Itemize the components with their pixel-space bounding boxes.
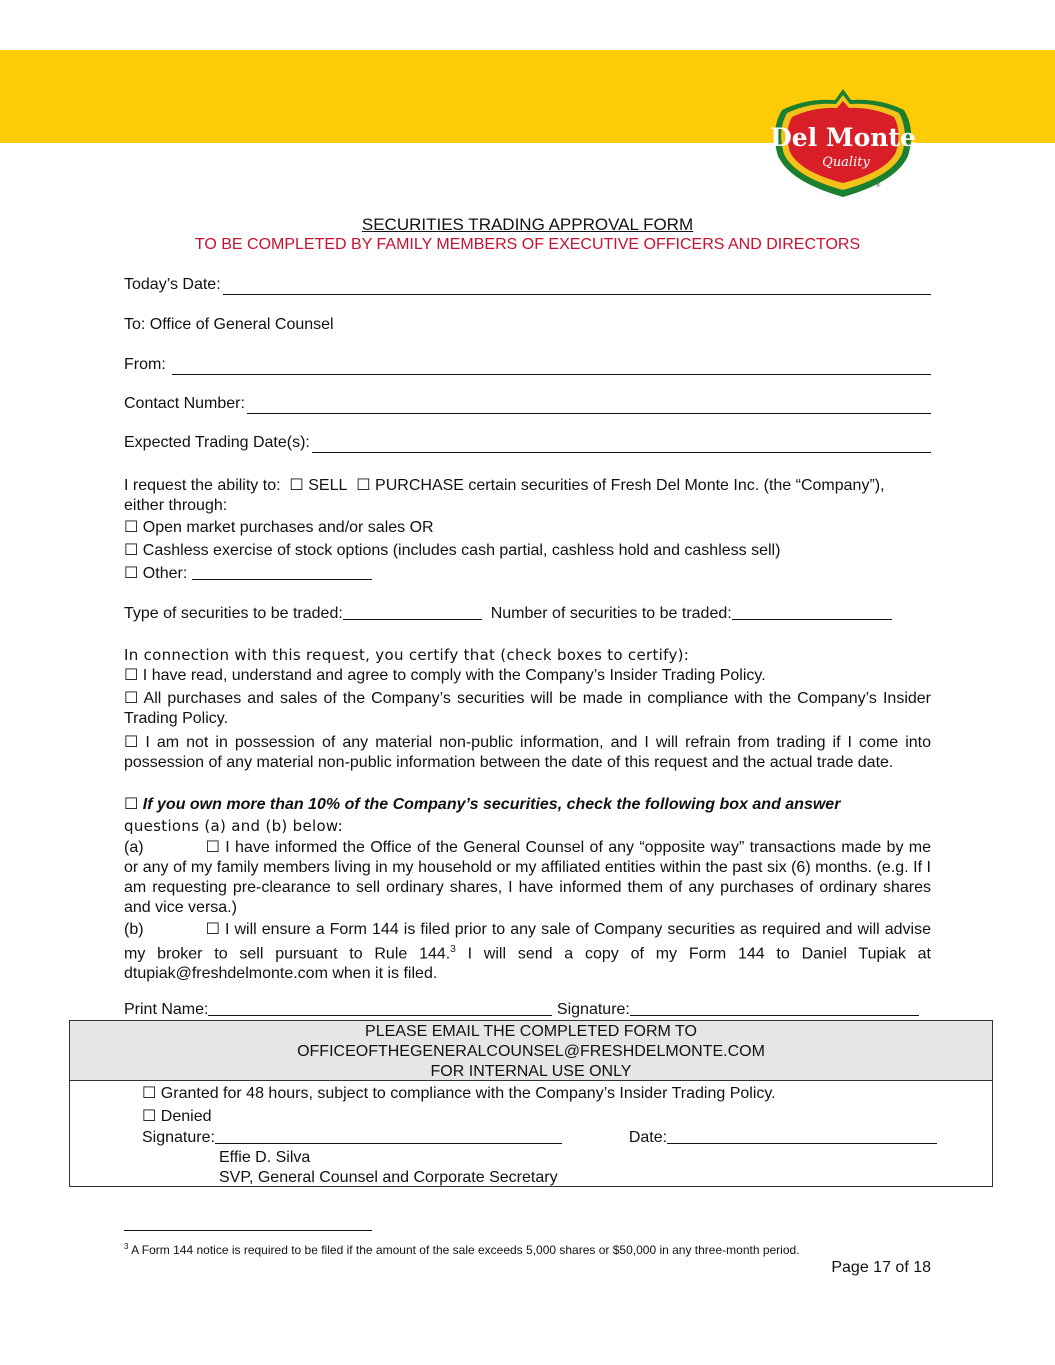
ten-percent-rest: questions (a) and (b) below:: [124, 817, 344, 835]
approver-signature-label: Signature:: [142, 1129, 215, 1146]
del-monte-logo: [768, 86, 918, 200]
signer-name: Effie D. Silva: [219, 1149, 311, 1166]
form-subtitle: TO BE COMPLETED BY FAMILY MEMBERS OF EXECUTIVE OFFICERS AND DIRECTORS: [194, 236, 861, 253]
svg-text:Quality: Quality: [822, 155, 870, 170]
purchase-label: PURCHASE certain securities of Fresh Del Monte Inc. (the “Company”),: [375, 477, 885, 494]
approver-signature-row: [142, 1128, 937, 1148]
ten-percent-checkbox[interactable]: ☐: [124, 796, 139, 813]
expected-trading-dates-field[interactable]: [124, 433, 931, 453]
request-continuation: either through:: [124, 497, 228, 514]
todays-date-label: Today’s Date:: [124, 276, 221, 293]
approver-signature-line[interactable]: [215, 1128, 562, 1144]
option-cashless-exercise: ☐ Cashless exercise of stock options (includes cash partial, cashless hold and cashless sell): [124, 542, 781, 559]
cert-read-policy-checkbox[interactable]: ☐: [124, 667, 139, 684]
print-name-line[interactable]: [208, 1000, 552, 1016]
type-input-line[interactable]: [343, 604, 482, 620]
cert-no-mnpi-checkbox[interactable]: ☐: [124, 734, 139, 751]
number-label: Number of securities to be traded:: [490, 605, 732, 622]
signer-title: SVP, General Counsel and Corporate Secretary: [219, 1169, 558, 1186]
approver-date-label: Date:: [628, 1129, 668, 1146]
cashless-exercise-checkbox[interactable]: ☐: [124, 542, 139, 559]
internal-use-section: [69, 1080, 993, 1187]
open-market-checkbox[interactable]: ☐: [124, 519, 139, 536]
purchase-checkbox[interactable]: ☐: [356, 477, 371, 494]
cert-no-mnpi: ☐ I am not in possession of any material non-public information, and I will refrain from trading if I come into possession of any material non-public information between the date of this request and the actual trade date.: [124, 734, 932, 771]
denied-option: ☐ Denied: [142, 1108, 212, 1125]
contact-number-field[interactable]: [124, 394, 931, 414]
print-name-signature-row: [124, 1000, 919, 1020]
todays-date-line[interactable]: [223, 278, 931, 295]
securities-type-number-row: [124, 604, 892, 624]
todays-date-field[interactable]: [124, 275, 931, 295]
contact-number-label: Contact Number:: [124, 395, 245, 412]
from-field[interactable]: [124, 355, 931, 375]
expected-trading-dates-line[interactable]: [312, 436, 931, 453]
item-a: (a) ☐ I have informed the Office of the General Counsel of any “opposite way” transactions made by me or any of my family members living in my household or my affiliated entities within the past six (6) months. (e.g. If I am requesting pre-clearance to sell ordinary shares, I have informed them of any purchases of ordinary shares and vice versa.): [124, 839, 932, 916]
email-address[interactable]: OFFICEOFTHEGENERALCOUNSEL@FRESHDELMONTE.COM: [297, 1043, 765, 1060]
expected-trading-dates-label: Expected Trading Date(s):: [124, 434, 310, 451]
form-title: SECURITIES TRADING APPROVAL FORM: [361, 215, 694, 234]
print-name-label: Print Name:: [124, 1001, 209, 1018]
other-checkbox[interactable]: ☐: [124, 565, 139, 582]
to-line: To: Office of General Counsel: [124, 316, 334, 333]
number-input-line[interactable]: [732, 604, 892, 620]
option-other: ☐ Other:: [124, 564, 372, 584]
granted-checkbox[interactable]: ☐: [142, 1085, 157, 1102]
approver-date-line[interactable]: [667, 1128, 937, 1144]
footnote-ref[interactable]: 3: [450, 944, 456, 955]
item-b: (b) ☐ I will ensure a Form 144 is filed prior to any sale of Company securities as required and will advise my broker to sell pursuant to Rule 144.$^3$ I will send a copy of my Form 144 to Daniel Tupiak at dtupiak@freshdelmonte.com when it is filed.: [124, 921, 931, 983]
certify-intro: In connection with this request, you certify that (check boxes to certify):: [124, 646, 690, 664]
svg-text:®: ®: [875, 182, 881, 189]
cert-compliance: ☐ All purchases and sales of the Company’s securities will be made in compliance with the Company’s Insider Trading Policy.: [124, 690, 932, 727]
footnote: $^3$ A Form 144 notice is required to be filed if the amount of the sale exceeds 5,000 shares or $50,000 in any three-month period.: [124, 1242, 800, 1257]
internal-use-header: PLEASE EMAIL THE COMPLETED FORM TO OFFICEOFTHEGENERALCOUNSEL@FRESHDELMONTE.COM FOR INTERNAL USE ONLY: [69, 1020, 993, 1081]
sell-checkbox[interactable]: ☐: [289, 477, 304, 494]
sell-label: SELL: [308, 477, 348, 494]
from-label: From:: [124, 356, 166, 373]
option-open-market: ☐ Open market purchases and/or sales OR: [124, 519, 434, 536]
contact-number-line[interactable]: [247, 397, 931, 414]
denied-checkbox[interactable]: ☐: [142, 1108, 157, 1125]
signature-label: Signature:: [556, 1001, 630, 1018]
ten-percent-owner: ☐ If you own more than 10% of the Company’s securities, check the following box and answer: [124, 796, 841, 813]
cert-read-policy: ☐ I have read, understand and agree to comply with the Company’s Insider Trading Policy.: [124, 667, 766, 684]
signature-line[interactable]: [630, 1000, 919, 1016]
cert-compliance-checkbox[interactable]: ☐: [124, 690, 139, 707]
type-label: Type of securities to be traded:: [124, 605, 343, 622]
granted-option: ☐ Granted for 48 hours, subject to compliance with the Company’s Insider Trading Policy.: [142, 1085, 776, 1102]
item-a-checkbox[interactable]: ☐: [205, 839, 220, 856]
from-line[interactable]: [172, 358, 931, 375]
page-number: Page 17 of 18: [831, 1259, 931, 1276]
svg-text:Del Monte: Del Monte: [770, 123, 916, 152]
footnote-separator: [124, 1230, 372, 1231]
request-line: I request the ability to: ☐ SELL ☐ PURCHASE certain securities of Fresh Del Monte Inc. (the “Company”),: [124, 477, 885, 494]
other-input-line[interactable]: [192, 564, 372, 580]
item-b-checkbox[interactable]: ☐: [205, 921, 220, 938]
